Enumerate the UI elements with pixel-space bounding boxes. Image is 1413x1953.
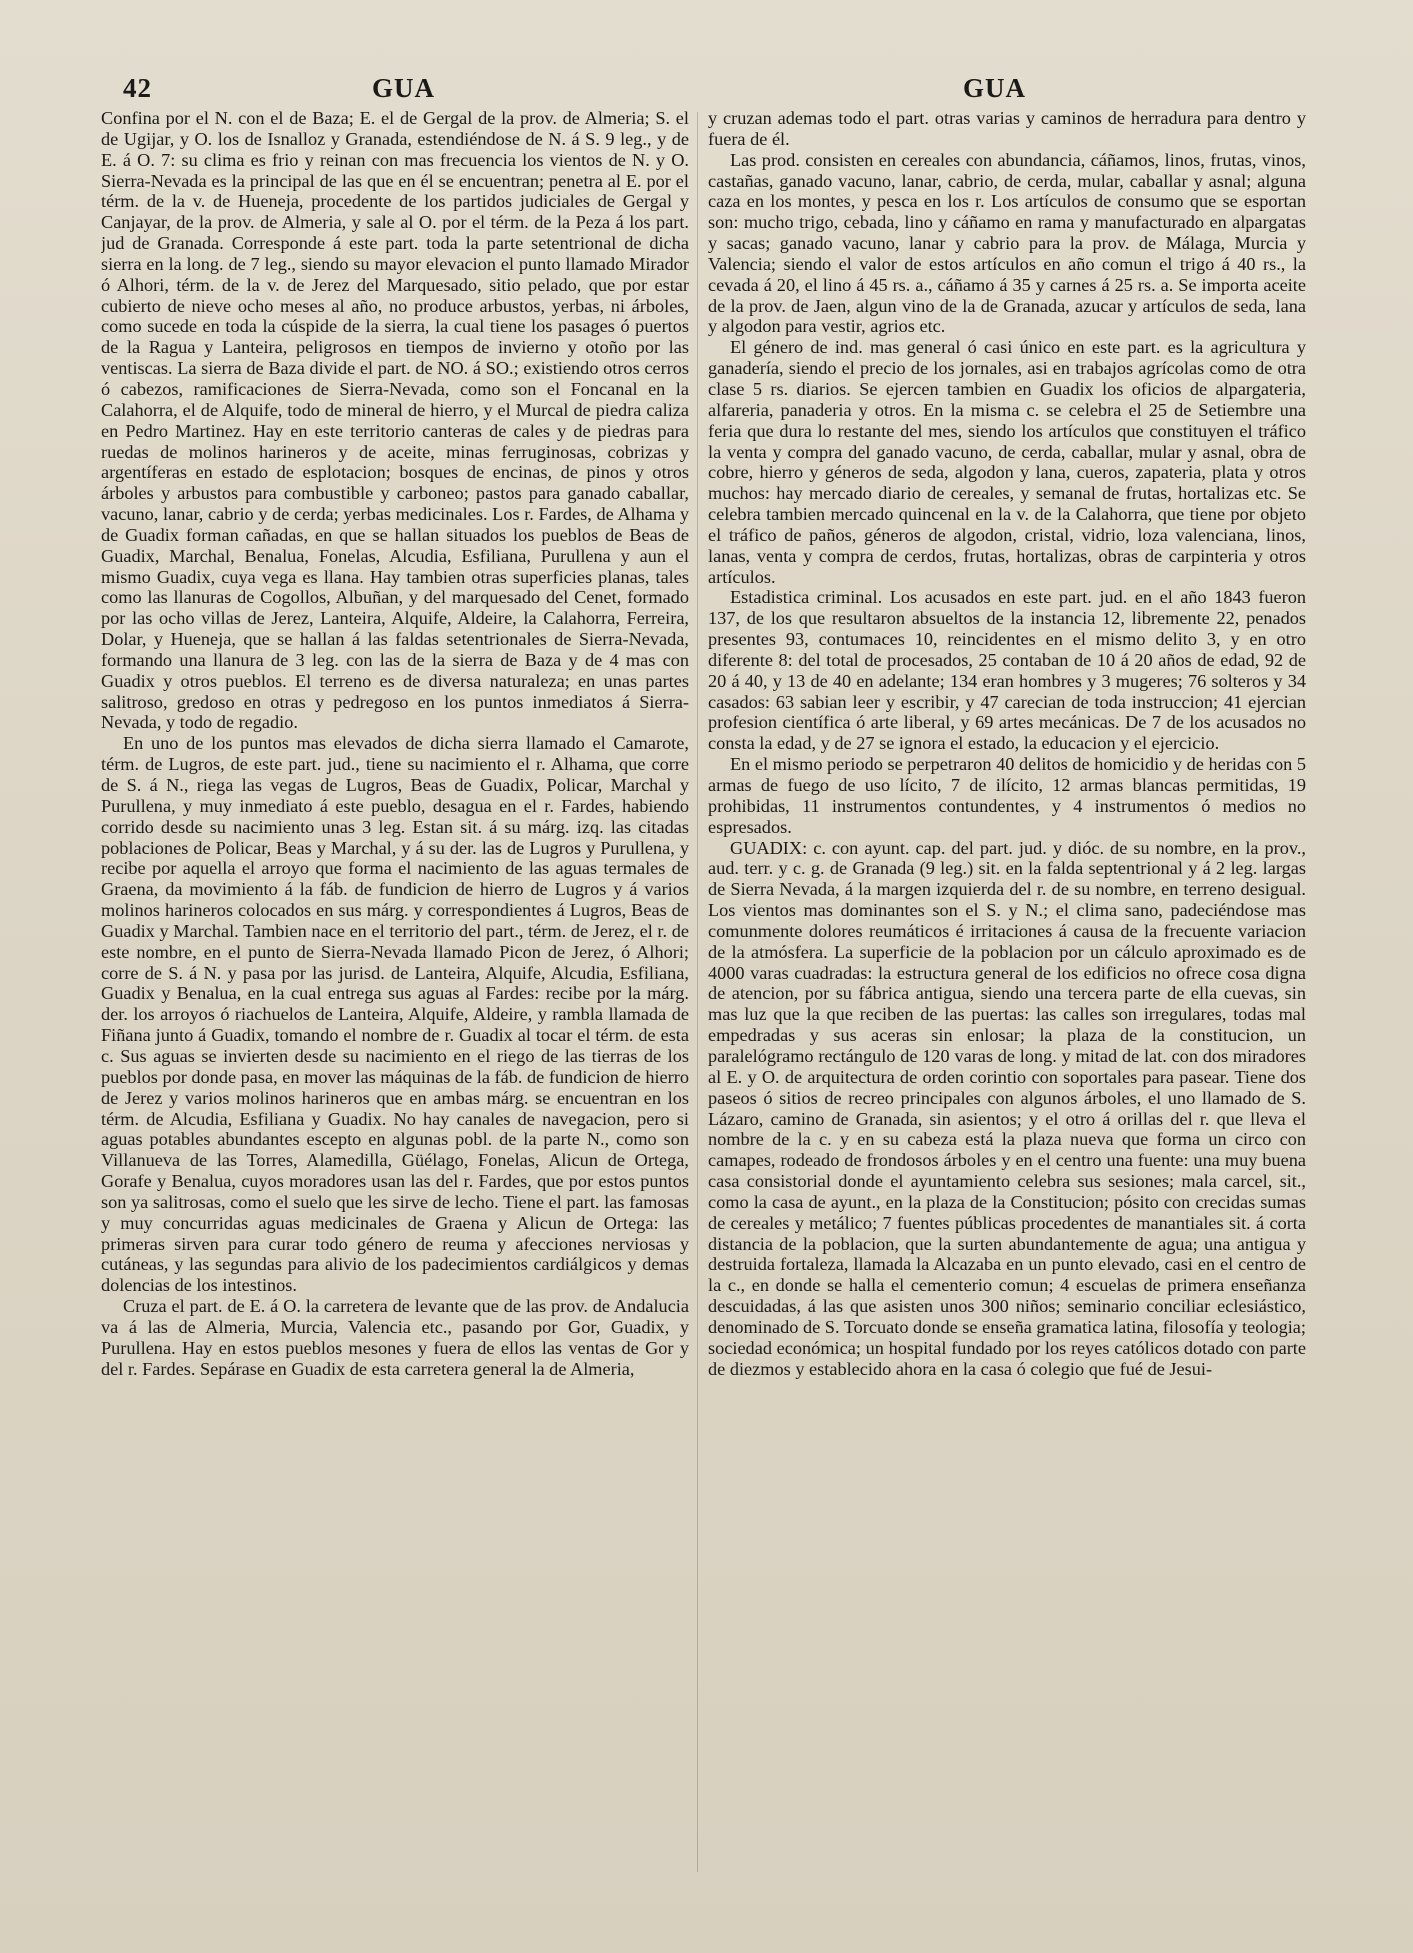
page-number: 42 [123, 73, 152, 103]
paragraph: Estadistica criminal. Los acusados en este part. jud. en el año 1843 fueron 137, de los que resultaron absueltos de la instancia 12, libremente 22, penados presentes 93, contumaces 10, reincidentes en el mismo delito 3, y en otro diferente 8: del total de procesados, 25 contaban de 10 á 20 años de edad, 92 de 20 á 40, y 13 de 40 en adelante; 134 eran hombres y 3 mugeres; 76 solteros y 34 casados: 63 sabian leer y escribir, y 47 carecian de toda instruccion; 41 ejercian profesion científica ó arte liberal, y 69 artes mecánicas. De 7 de los acusados no consta la edad, y de 27 se ignora el estado, la educacion y el ejercicio. [708, 587, 1306, 754]
paragraph: GUADIX: c. con ayunt. cap. del part. jud. y dióc. de su nombre, en la prov., aud. terr. y c. g. de Granada (9 leg.) sit. en la falda septentrional y á 2 leg. largas de Sierra Nevada, á la margen izquierda del r. de su nombre, en terreno desigual. Los vientos mas dominantes son el S. y N.; el clima sano, padeciéndose mas comunmente dolores reumáticos é irritaciones á causa de la frecuente variacion de la atmósfera. La superficie de la poblacion por un cálculo aproximado es de 4000 varas cuadradas: la estructura general de los edificios no ofrece cosa digna de atencion, por su fábrica antigua, siendo una tercera parte de ella cuevas, sin mas luz que la que reciben de las puertas: las calles son irregulares, todas mal empedradas y sus aceras sin enlosar; la plaza de la constitucion, un paralelógramo rectángulo de 120 varas de long. y mitad de lat. con dos miradores al E. y O. de arquitectura de orden corintio con soportales para pasear. Tiene dos paseos ó sitios de recreo principales con algunos árboles, el uno llamado de S. Lázaro, camino de Granada, sin asientos; y el otro á orillas del r. que lleva el nombre de la c. y en su cabeza está la plaza nueva que forma un circo con camapes, rodeado de frondosos árboles y en el centro una fuente: una muy buena casa consistorial donde el ayuntamiento celebra sus sesiones; mala carcel, sit., como la casa de ayunt., en la plaza de la Constitucion; pósito con crecidas sumas de cereales y metálico; 7 fuentes públicas procedentes de manantiales sit. á corta distancia de la poblacion, que la surten abundantemente de agua; una antigua y destruida fortaleza, llamada la Alcazaba en un punto elevado, casi en el centro de la c., en donde se halla el cementerio comun; 4 escuelas de primera enseñanza descuidadas, á las que asisten unos 300 niños; seminario conciliar eclesiástico, denominado de S. Torcuato donde se enseña gramatica latina, filosofía y teologia; sociedad económica; un hospital fundado por los reyes católicos dotado con parte de diezmos y establecido ahora en la casa ó colegio que fué de Jesui- [708, 837, 1306, 1379]
right-running-head: GUA [963, 73, 1026, 103]
paragraph: Confina por el N. con el de Baza; E. el de Gergal de la prov. de Almeria; S. el de Ugijar, y O. los de Isnalloz y Granada, estendiéndose de N. á S. 9 leg., y de E. á O. 7: su clima es frio y reinan con mas frecuencia los vientos de N. y O. Sierra-Nevada es la principal de las que en él se encuentran; penetra al E. por el térm. de la v. de Hueneja, procedente de los partidos judiciales de Gergal y Canjayar, de la prov. de Almeria, y sale al O. por el térm. de la Peza á los part. jud de Granada. Corresponde á este part. toda la parte setentrional de dicha sierra en la long. de 7 leg., siendo su mayor elevacion el punto llamado Mirador ó Alhori, térm. de la v. de Jerez del Marquesado, sitio pelado, que por estar cubierto de nieve ocho meses al año, no produce arbustos, yerbas, ni árboles, como sucede en toda la cúspide de la sierra, la cual tiene los pasages ó puertos de la Ragua y Lanteira, peligrosos en tiempos de invierno y otoño por las ventiscas. La sierra de Baza divide el part. de NO. á SO.; existiendo otros cerros ó cabezos, ramificaciones de Sierra-Nevada, como son el Foncanal en la Calahorra, el de Alquife, todo de mineral de hierro, y el Murcal de piedra caliza en Pedro Martinez. Hay en este territorio canteras de cales y de piedras para ruedas de molinos harineros y de aceite, minas ferruginosas, cobrizas y argentíferas en estado de esplotacion; bosques de encinas, de pinos y otros árboles y arbustos para combustible y carboneo; pastos para ganado caballar, vacuno, lanar, cabrio y de cerda; yerbas medicinales. Los r. Fardes, de Alhama y de Guadix forman cañadas, en que se hallan situados los pueblos de Beas de Guadix, Marchal, Benalua, Fonelas, Alcudia, Esfiliana, Purullena y aun el mismo Guadix, cuya vega es llana. Hay tambien otras superficies planas, tales como las llanuras de Cogollos, Albuñan, y del marquesado del Cenet, formado por las ocho villas de Jerez, Lanteira, Alquife, Aldeire, la Calahorra, Ferreira, Dolar, y Hueneja, que se hallan á las faldas setentrionales de Sierra-Nevada, formando una llanura de 3 leg. con las de la sierra de Baza y de 4 mas con Guadix y otros pueblos. El terreno es de diversa naturaleza; en unas partes salitroso, gredoso en otras y pedregoso en los puntos inmediatos á Sierra-Nevada, y todo de regadio. [101, 108, 689, 733]
paragraph: En el mismo periodo se perpetraron 40 delitos de homicidio y de heridas con 5 armas de fuego de uso lícito, 7 de ilícito, 12 armas blancas permitidas, 19 prohibidas, 11 instrumentos contundentes, y 4 instrumentos ó medios no espresados. [708, 754, 1306, 837]
left-running-head: GUA [372, 73, 435, 103]
left-column [101, 108, 689, 1878]
column-divider [697, 112, 698, 1872]
paragraph: Cruza el part. de E. á O. la carretera de levante que de las prov. de Andalucia va á las de Almeria, Murcia, Valencia etc., pasando por Gor, Guadix, y Purullena. Hay en estos pueblos mesones y fuera de ellos las ventas de Gor y del r. Fardes. Sepárase en Guadix de esta carretera general la de Almeria, [101, 1296, 689, 1379]
right-column [708, 108, 1306, 1878]
paragraph: En uno de los puntos mas elevados de dicha sierra llamado el Camarote, térm. de Lugros, de este part. jud., tiene su nacimiento el r. Alhama, que corre de S. á N., riega las vegas de Lugros, Beas de Guadix, Policar, Marchal y Purullena, y muy inmediato á este pueblo, desagua en el r. Fardes, habiendo corrido desde su nacimiento unas 3 leg. Estan sit. á su márg. izq. las citadas poblaciones de Policar, Beas y Marchal, y á su der. las de Lugros y Purullena, y recibe por aquella el arroyo que forma el nacimiento de las aguas termales de Graena, da movimiento á la fáb. de fundicion de hierro de Lugros y á varios molinos harineros colocados en sus márg. y correspondientes á Lugros, Beas de Guadix y Marchal. Tambien nace en el territorio del part., térm. de Jerez, el r. de este nombre, en el punto de Sierra-Nevada llamado Picon de Jerez, ó Alhori; corre de S. á N. y pasa por las jurisd. de Lanteira, Alquife, Alcudia, Esfiliana, Guadix y Benalua, en la cual entrega sus aguas al Fardes: recibe por la márg. der. los arroyos ó riachuelos de Lanteira, Alquife, Aldeire, y rambla llamada de Fiñana junto á Guadix, tomando el nombre de r. Guadix al tocar el térm. de esta c. Sus aguas se invierten desde su nacimiento en el riego de las tierras de los pueblos por donde pasa, en mover las máquinas de la fáb. de fundicion de hierro de Jerez y varios molinos harineros que en ambas márg. se encuentran en los térm. de Alcudia, Esfiliana y Guadix. No hay canales de navegacion, pero si aguas potables abundantes escepto en algunas pobl. de la parte N., como son Villanueva de las Torres, Alamedilla, Güélago, Fonelas, Alicun de Ortega, Gorafe y Benalua, cuyos moradores usan las del r. Fardes, que por estos puntos son ya salitrosas, como el suelo que les sirve de lecho. Tiene el part. las famosas y muy concurridas aguas medicinales de Graena y Alicun de Ortega: las primeras sirven para curar todo género de reuma y afecciones nerviosas y cutáneas, y las segundas para alivio de los padecimientos cardiálgicos y demas dolencias de los intestinos. [101, 733, 689, 1296]
paragraph: y cruzan ademas todo el part. otras varias y caminos de herradura para dentro y fuera de él. [708, 108, 1306, 149]
paragraph: El género de ind. mas general ó casi único en este part. es la agricultura y ganadería, siendo el precio de los jornales, asi en trabajos agrícolas como de otra clase 5 rs. diarios. Se ejercen tambien en Guadix los oficios de alpargateria, alfareria, panaderia y otros. En la misma c. se celebra el 25 de Setiembre una feria que dura lo restante del mes, siendo los artículos que constituyen el tráfico la venta y compra del ganado vacuno, de cerda, caballar, mular y asnal, obra de cobre, hierro y géneros de seda, algodon y lana, cueros, zapateria, plata y otros muchos: hay mercado diario de cereales, y semanal de frutas, hortalizas etc. Se celebra tambien mercado quincenal en la v. de la Calahorra, que tiene por objeto el tráfico de paños, géneros de algodon, cristal, vidrio, loza valenciana, linos, lanas, venta y compra de cerdos, frutas, hortalizas, obras de carpinteria y otros artículos. [708, 337, 1306, 587]
paragraph: Las prod. consisten en cereales con abundancia, cáñamos, linos, frutas, vinos, castañas, ganado vacuno, lanar, cabrio, de cerda, mular, caballar y asnal; alguna caza en los montes, y pesca en los r. Los artículos de consumo que se esportan son: mucho trigo, cebada, lino y cáñamo en rama y manufacturado en alpargatas y sacas; ganado vacuno, lanar y cabrio para la prov. de Málaga, Murcia y Valencia; siendo el valor de estos artículos en año comun el trigo á 40 rs., la cevada á 20, el lino á 45 rs. a., cáñamo á 35 y carnes á 25 rs. a. Se importa aceite de la prov. de Jaen, algun vino de la de Granada, azucar y artículos de seda, lana y algodon para vestir, agrios etc. [708, 149, 1306, 337]
